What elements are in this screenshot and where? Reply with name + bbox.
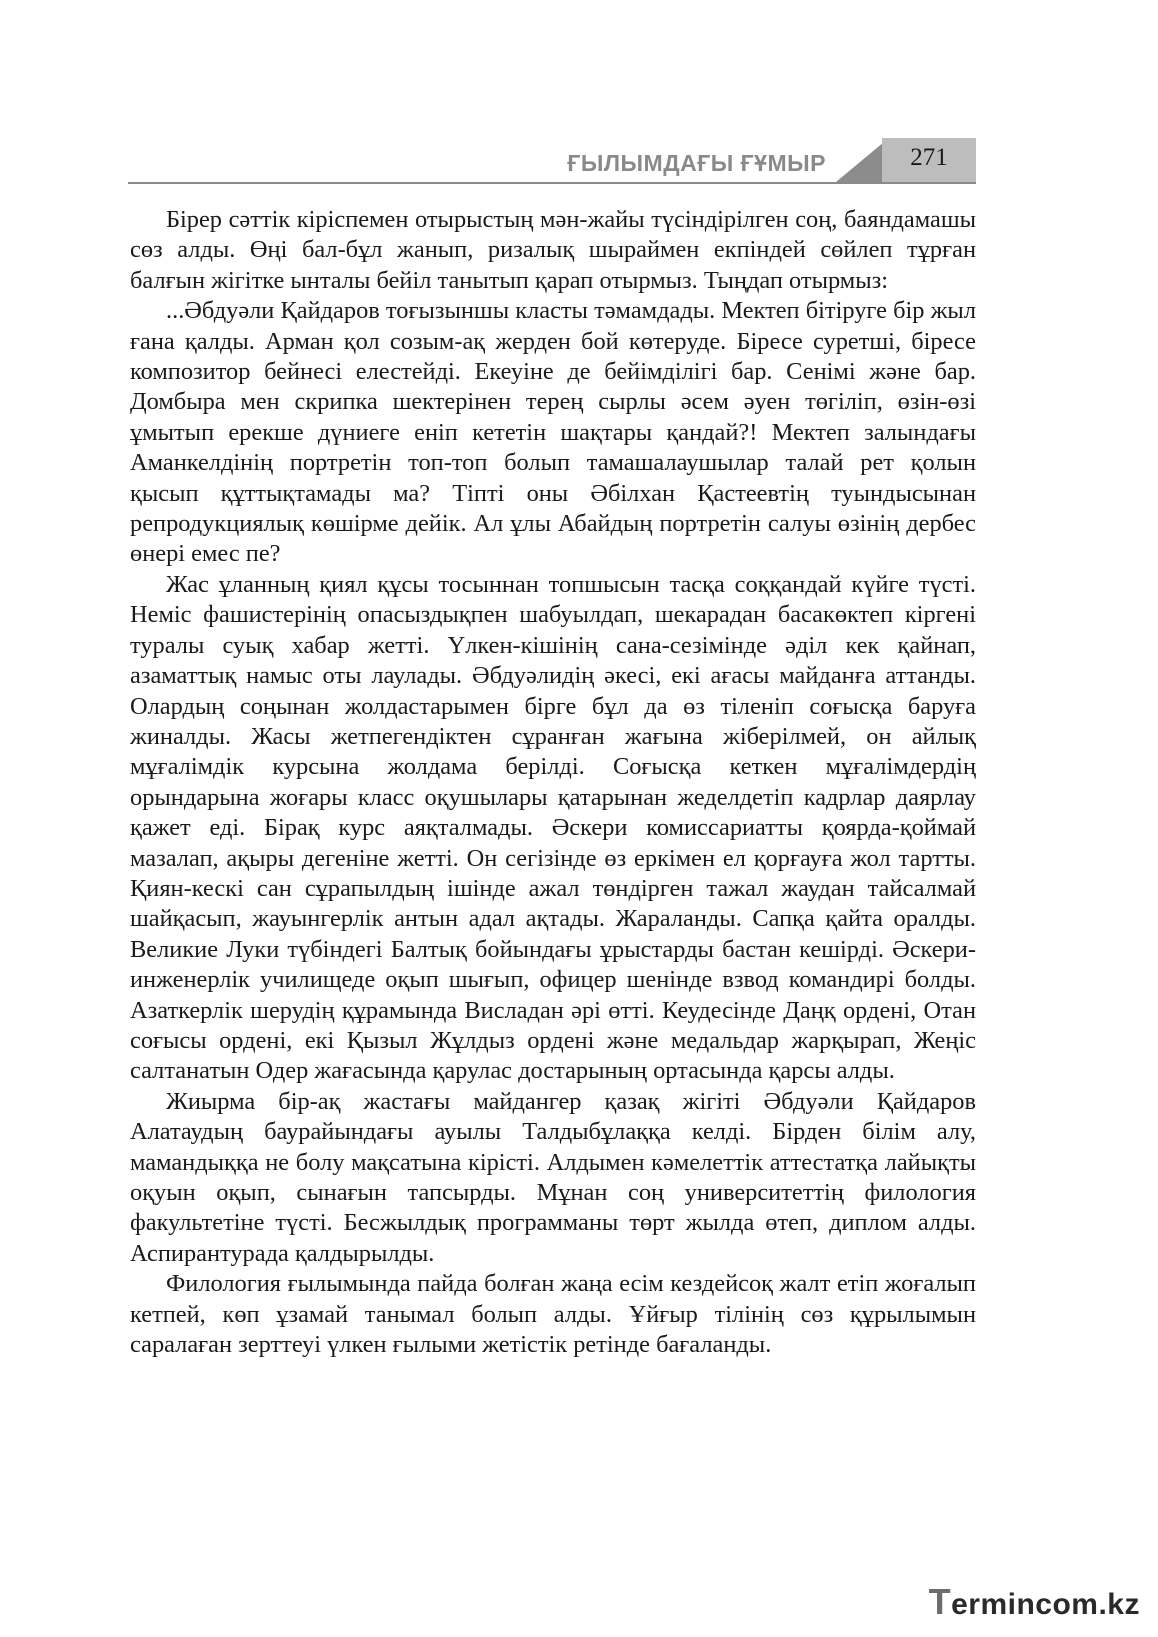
watermark-first-letter: T <box>928 1581 952 1622</box>
paragraph-2: ...Әбдуәли Қайдаров тоғызыншы класты тәмамдады. Мектеп бітіруге бір жыл ғана қалды. Арман қол созым-ақ жерден бой көтеруде. Біресе суретші, біресе композитор бейнесі елестейді. Екеуіне де бейімділігі бар. Сенімі және бар. Домбыра мен скрипка шектерінен терең сырлы әсем әуен төгіліп, өзін-өзі ұмытып ерекше дүниеге еніп кететін шақтары қандай?! Мектеп залындағы Аманкелдінің портретін топ-топ болып тамашалаушылар талай рет қолын қысып құттықтамады ма? Тіпті оны Әбілхан Қастеевтің туындысынан репродукциялық көшірме дейік. Ал ұлы Абайдың портретін салуы өзінің дербес өнері емес пе? <box>130 297 976 568</box>
body-text <box>130 205 976 1360</box>
header-wedge-decoration <box>836 142 884 182</box>
site-watermark <box>929 1581 1140 1623</box>
paragraph-5: Филология ғылымында пайда болған жаңа есім кездейсоқ жалт етіп жоғалып кетпей, көп ұзамай танымал болып алды. Ұйғыр тілінің сөз құрылымын саралаған зерттеуі үлкен ғылыми жетістік ретінде бағаланды. <box>130 1270 976 1359</box>
paragraph-3: Жас ұланның қиял құсы тосыннан топшысын тасқа соққандай күйге түсті. Неміс фашистерінің опасыздықпен шабуылдап, шекарадан басакөктеп кіргені туралы суық хабар жетті. Үлкен-кішінің сана-сезімінде әділ кек қайнап, азаматтық намыс оты лаулады. Әбдуәлидің әкесі, екі ағасы майданға аттанды. Олардың соңынан жолдастарымен бірге бұл да өз тіленіп соғысқа баруға жиналды. Жасы жетпегендіктен сұранған жағына жіберілмей, он айлық мұғалімдік курсына жолдама берілді. Соғысқа кеткен мұғалімдердің орындарына жоғары класс оқушылары қатарынан жеделдетіп кадрлар даярлау қажет еді. Бірақ курс аяқталмады. Әскери комиссариатты қоярда-қоймай мазалап, ақыры дегеніне жетті. Он сегізінде өз еркімен ел қорғауға жол тартты. Қиян-кескі сан сұрапылдың ішінде ажал төндірген тажал жаудан тайсалмай шайқасып, жауынгерлік антын адал ақтады. Жараланды. Сапқа қайта оралды. Великие Луки түбіндегі Балтық бойындағы ұрыстарды бастан кешірді. Әскери-инженерлік училищеде оқып шығып, офицер шенінде взвод командирі болды. Азаткерлік шерудің құрамында Висладан әрі өтті. Кеудесінде Даңқ ордені, Отан соғысы ордені, екі Қызыл Жұлдыз ордені және медальдар жарқырап, Жеңіс салтанатын Одер жағасында қарулас достарының ортасында қарсы алды. <box>130 570 976 1085</box>
running-title: ҒЫЛЫМДАҒЫ ҒҰМЫР <box>567 150 826 176</box>
watermark-rest: ermincom.kz <box>951 1588 1140 1621</box>
header-rule <box>128 182 976 184</box>
page-number: 271 <box>910 144 948 171</box>
paragraph-1: Бірер сәттік кіріспемен отырыстың мән-жайы түсіндірілген соң, баяндамашы сөз алды. Өңі бал-бұл жанып, ризалық шыраймен екпіндей сөйлеп тұрған балғын жігітке ынталы бейіл танытып қарап отырмыз. Тыңдап отырмыз: <box>130 206 976 294</box>
running-header <box>128 138 976 190</box>
paragraph-4: Жиырма бір-ақ жастағы майдангер қазақ жігіті Әбдуәли Қайдаров Алатаудың баурайындағы ауылы Талдыбұлаққа келді. Бірден білім алу, мамандыққа не болу мақсатына кірісті. Алдымен кәмелеттік аттестатқа лайықты оқуын оқып, сынағын тапсырды. Мұнан соң университеттің филология факультетіне түсті. Бесжылдық программаны төрт жылда өтеп, диплом алды. Аспирантурада қалдырылды. <box>130 1087 976 1267</box>
